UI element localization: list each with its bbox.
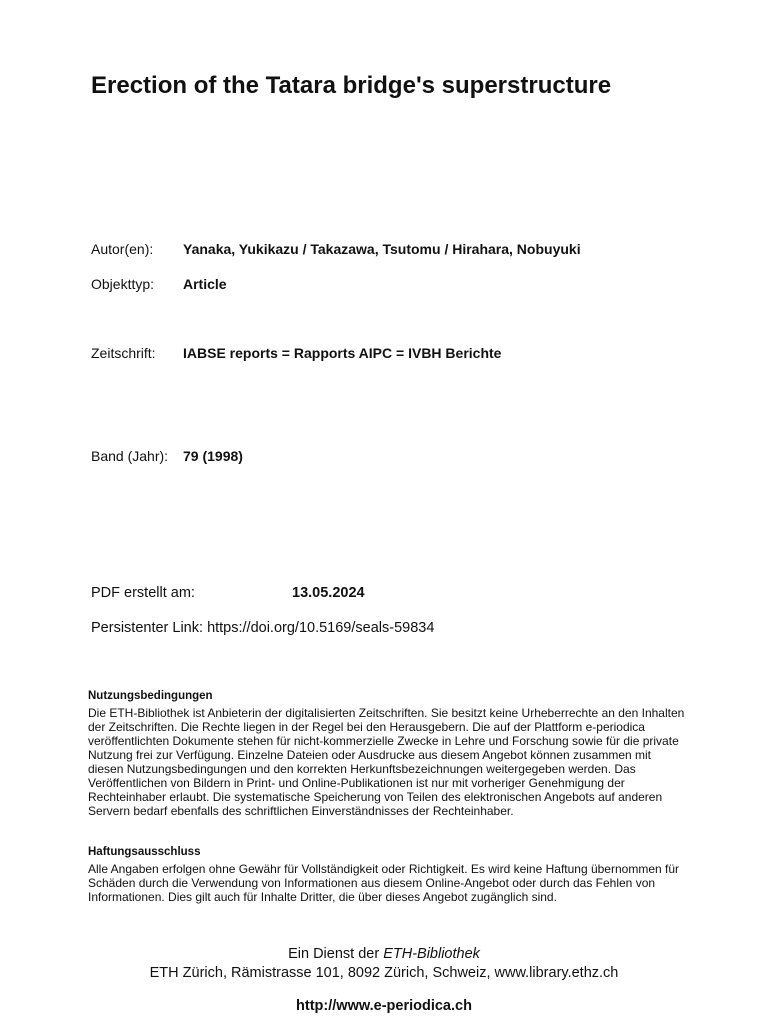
site-link[interactable]: http://www.e-periodica.ch (296, 998, 472, 1014)
volume-label: Band (Jahr): (91, 448, 169, 464)
disclaimer-text: Alle Angaben erfolgen ohne Gewähr für Vollständigkeit oder Richtigkeit. Es wird keine Haftung übernommen für Schäden durch die Verwendung von Informationen aus diesem Online-Angebot oder durch das Fehlen von Informationen. Dies gilt auch für Inhalte Dritter, die über dieses Angebot zugänglich sind. (88, 862, 680, 904)
volume-row (91, 448, 243, 464)
persistent-link[interactable]: https://doi.org/10.5169/seals-59834 (207, 620, 435, 636)
pdf-created-value: 13.05.2024 (292, 585, 365, 601)
persistent-link-label: Persistenter Link: (91, 620, 204, 636)
disclaimer-heading: Haftungsausschluss (88, 846, 201, 858)
footer (0, 945, 768, 983)
site-link-line (0, 998, 768, 1014)
document-title: Erection of the Tatara bridge's superstructure (91, 72, 612, 99)
persistent-link-row (91, 620, 434, 636)
service-line (0, 945, 768, 964)
journal-value: IABSE reports = Rapports AIPC = IVBH Berichte (183, 345, 502, 361)
terms-text: Die ETH-Bibliothek ist Anbieterin der digitalisierten Zeitschriften. Sie besitzt keine Urheberrechte an den Inhalten der Zeitschriften. Die Rechte liegen in der Regel bei den Herausgebern. Die auf der Plattform e-periodica veröffentlichten Dokumente stehen für nicht-kommerzielle Zwecke in Lehre und Forschung sowie für die private Nutzung frei zur Verfügung. Einzelne Dateien oder Ausdrucke aus diesem Angebot können zusammen mit diesen Nutzungsbedingungen und den korrekten Herkunftsbezeichnungen weitergegeben werden. Das Veröffentlichen von Bildern in Print- und Online-Publikationen ist nur mit vorheriger Genehmigung der Rechteinhaber erlaubt. Die systematische Speicherung von Teilen des elektronischen Angebots auf anderen Servern bedarf ebenfalls des schriftlichen Einverständnisses der Rechteinhaber. (88, 706, 685, 818)
authors-row (91, 241, 581, 257)
footer-address: ETH Zürich, Rämistrasse 101, 8092 Zürich, Schweiz, www.library.ethz.ch (149, 965, 619, 981)
terms-of-use (88, 689, 688, 818)
authors-value: Yanaka, Yukikazu / Takazawa, Tsutomu / Hirahara, Nobuyuki (183, 241, 581, 257)
authors-label: Autor(en): (91, 241, 154, 257)
type-label: Objekttyp: (91, 276, 155, 292)
pdf-created-label: PDF erstellt am: (91, 585, 195, 601)
type-value: Article (183, 276, 227, 292)
disclaimer (88, 845, 688, 904)
volume-value: 79 (1998) (183, 448, 243, 464)
service-name: ETH-Bibliothek (383, 946, 480, 962)
journal-row (91, 345, 501, 361)
type-row (91, 276, 227, 292)
service-prefix: Ein Dienst der (288, 946, 380, 962)
journal-label: Zeitschrift: (91, 345, 156, 361)
pdf-created-row (91, 585, 365, 601)
terms-heading: Nutzungsbedingungen (88, 690, 213, 702)
